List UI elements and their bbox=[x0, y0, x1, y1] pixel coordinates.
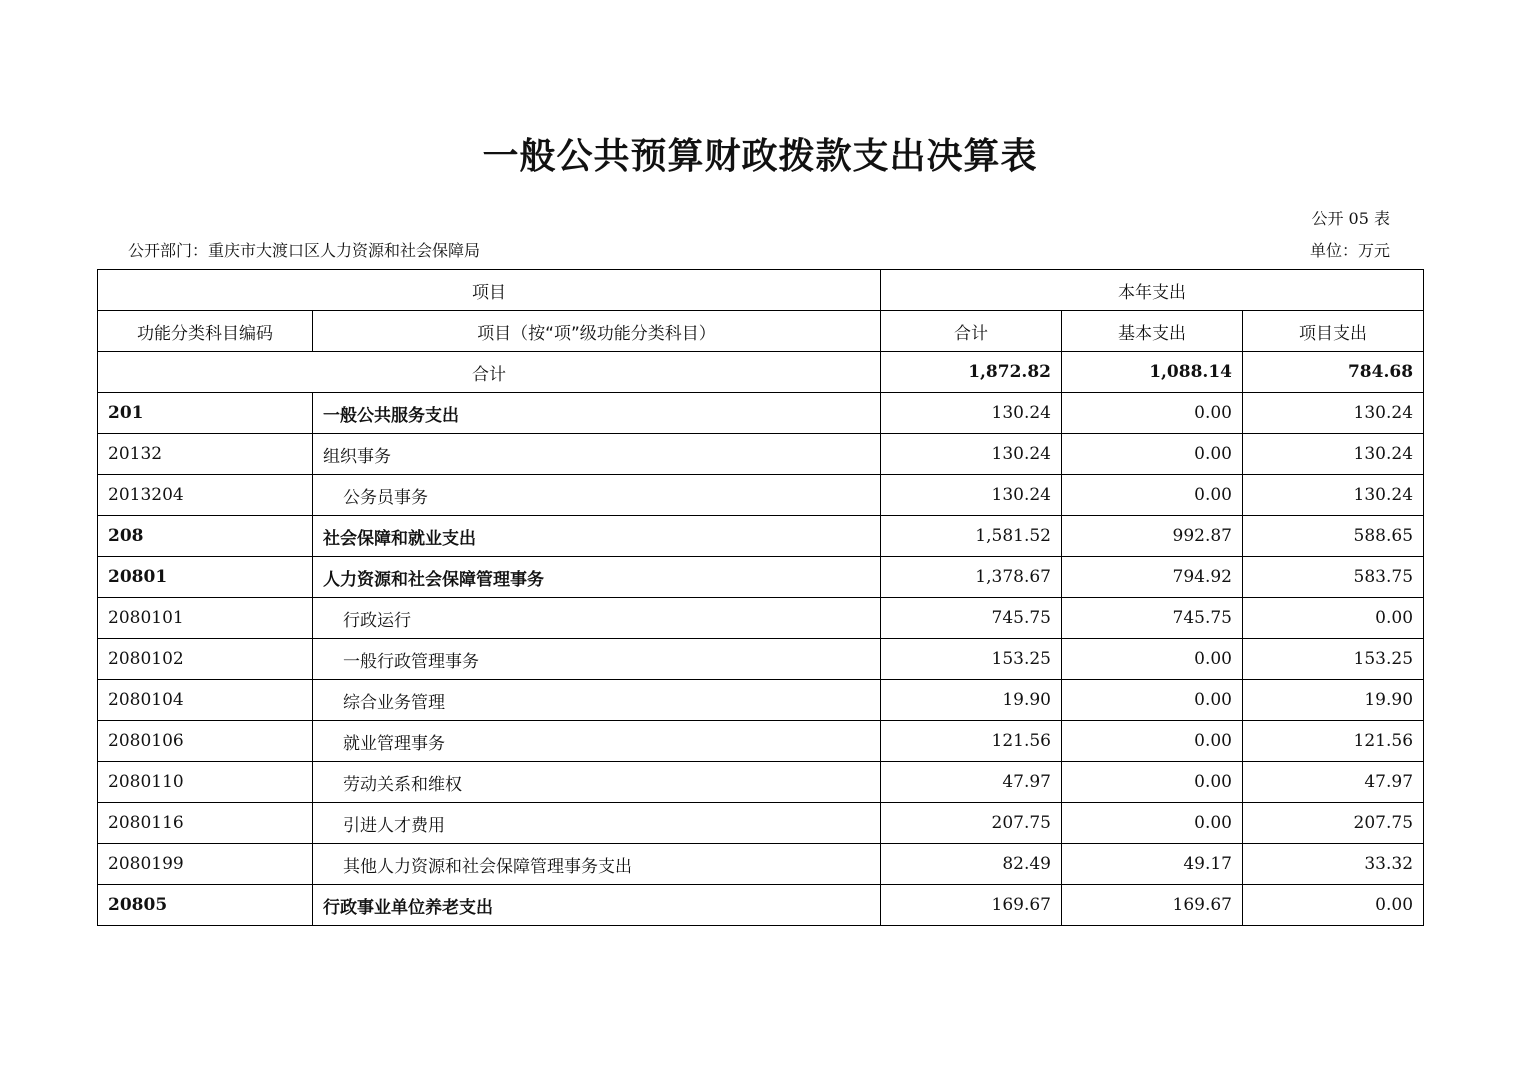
header-project-exp: 项目支出 bbox=[1243, 311, 1424, 352]
table-row bbox=[98, 557, 1424, 598]
cell-project: 130.24 bbox=[1243, 475, 1424, 516]
cell-code: 20132 bbox=[98, 434, 313, 475]
cell-total: 82.49 bbox=[881, 844, 1062, 885]
cell-name: 其他人力资源和社会保障管理事务支出 bbox=[313, 844, 881, 885]
header-row-2 bbox=[98, 311, 1424, 352]
table-row bbox=[98, 762, 1424, 803]
unit-label: 单位：万元 bbox=[1309, 241, 1390, 260]
totals-row bbox=[98, 352, 1424, 393]
cell-project: 207.75 bbox=[1243, 803, 1424, 844]
table-row bbox=[98, 434, 1424, 475]
cell-total: 47.97 bbox=[881, 762, 1062, 803]
totals-project: 784.68 bbox=[1243, 352, 1424, 393]
table-row bbox=[98, 639, 1424, 680]
cell-project: 583.75 bbox=[1243, 557, 1424, 598]
cell-code: 2080104 bbox=[98, 680, 313, 721]
cell-total: 207.75 bbox=[881, 803, 1062, 844]
cell-name: 行政运行 bbox=[313, 598, 881, 639]
header-project: 项目 bbox=[98, 270, 881, 311]
budget-table bbox=[97, 269, 1424, 926]
cell-code: 208 bbox=[98, 516, 313, 557]
cell-code: 2080116 bbox=[98, 803, 313, 844]
cell-name: 一般行政管理事务 bbox=[313, 639, 881, 680]
cell-basic: 169.67 bbox=[1062, 885, 1243, 926]
cell-code: 2080106 bbox=[98, 721, 313, 762]
cell-basic: 0.00 bbox=[1062, 639, 1243, 680]
cell-basic: 992.87 bbox=[1062, 516, 1243, 557]
cell-name: 劳动关系和维权 bbox=[313, 762, 881, 803]
cell-total: 169.67 bbox=[881, 885, 1062, 926]
table-row bbox=[98, 475, 1424, 516]
cell-basic: 794.92 bbox=[1062, 557, 1243, 598]
table-row bbox=[98, 803, 1424, 844]
cell-name: 行政事业单位养老支出 bbox=[313, 885, 881, 926]
cell-project: 130.24 bbox=[1243, 393, 1424, 434]
cell-basic: 0.00 bbox=[1062, 721, 1243, 762]
totals-total: 1,872.82 bbox=[881, 352, 1062, 393]
cell-basic: 49.17 bbox=[1062, 844, 1243, 885]
cell-project: 0.00 bbox=[1243, 885, 1424, 926]
cell-basic: 0.00 bbox=[1062, 434, 1243, 475]
page-title: 一般公共预算财政拨款支出决算表 bbox=[482, 136, 1038, 177]
cell-total: 153.25 bbox=[881, 639, 1062, 680]
cell-name: 人力资源和社会保障管理事务 bbox=[313, 557, 881, 598]
totals-label: 合计 bbox=[98, 352, 881, 393]
totals-basic: 1,088.14 bbox=[1062, 352, 1243, 393]
cell-code: 2080110 bbox=[98, 762, 313, 803]
cell-total: 1,581.52 bbox=[881, 516, 1062, 557]
cell-code: 2080199 bbox=[98, 844, 313, 885]
header-code: 功能分类科目编码 bbox=[98, 311, 313, 352]
cell-basic: 0.00 bbox=[1062, 680, 1243, 721]
cell-name: 综合业务管理 bbox=[313, 680, 881, 721]
cell-project: 19.90 bbox=[1243, 680, 1424, 721]
cell-total: 130.24 bbox=[881, 393, 1062, 434]
table-row bbox=[98, 885, 1424, 926]
cell-total: 19.90 bbox=[881, 680, 1062, 721]
cell-total: 130.24 bbox=[881, 434, 1062, 475]
header-row-1 bbox=[98, 270, 1424, 311]
cell-total: 745.75 bbox=[881, 598, 1062, 639]
cell-code: 2080102 bbox=[98, 639, 313, 680]
cell-code: 201 bbox=[98, 393, 313, 434]
cell-total: 130.24 bbox=[881, 475, 1062, 516]
cell-name: 社会保障和就业支出 bbox=[313, 516, 881, 557]
cell-basic: 0.00 bbox=[1062, 393, 1243, 434]
department-label: 公开部门：重庆市大渡口区人力资源和社会保障局 bbox=[128, 241, 481, 260]
table-row bbox=[98, 680, 1424, 721]
cell-name: 组织事务 bbox=[313, 434, 881, 475]
cell-project: 0.00 bbox=[1243, 598, 1424, 639]
cell-project: 153.25 bbox=[1243, 639, 1424, 680]
cell-name: 引进人才费用 bbox=[313, 803, 881, 844]
cell-project: 588.65 bbox=[1243, 516, 1424, 557]
cell-basic: 0.00 bbox=[1062, 803, 1243, 844]
cell-name: 公务员事务 bbox=[313, 475, 881, 516]
cell-total: 121.56 bbox=[881, 721, 1062, 762]
cell-basic: 0.00 bbox=[1062, 762, 1243, 803]
cell-project: 130.24 bbox=[1243, 434, 1424, 475]
table-row bbox=[98, 598, 1424, 639]
table-row bbox=[98, 393, 1424, 434]
cell-total: 1,378.67 bbox=[881, 557, 1062, 598]
cell-name: 一般公共服务支出 bbox=[313, 393, 881, 434]
header-current-year: 本年支出 bbox=[881, 270, 1424, 311]
table-row bbox=[98, 844, 1424, 885]
header-basic: 基本支出 bbox=[1062, 311, 1243, 352]
cell-basic: 745.75 bbox=[1062, 598, 1243, 639]
cell-code: 20805 bbox=[98, 885, 313, 926]
cell-name: 就业管理事务 bbox=[313, 721, 881, 762]
cell-code: 2080101 bbox=[98, 598, 313, 639]
header-total: 合计 bbox=[881, 311, 1062, 352]
table-number: 公开 05 表 bbox=[1311, 209, 1390, 228]
table-row bbox=[98, 721, 1424, 762]
table-row bbox=[98, 516, 1424, 557]
cell-project: 33.32 bbox=[1243, 844, 1424, 885]
cell-project: 47.97 bbox=[1243, 762, 1424, 803]
cell-project: 121.56 bbox=[1243, 721, 1424, 762]
cell-code: 20801 bbox=[98, 557, 313, 598]
cell-code: 2013204 bbox=[98, 475, 313, 516]
cell-basic: 0.00 bbox=[1062, 475, 1243, 516]
header-item: 项目（按“项”级功能分类科目） bbox=[313, 311, 881, 352]
